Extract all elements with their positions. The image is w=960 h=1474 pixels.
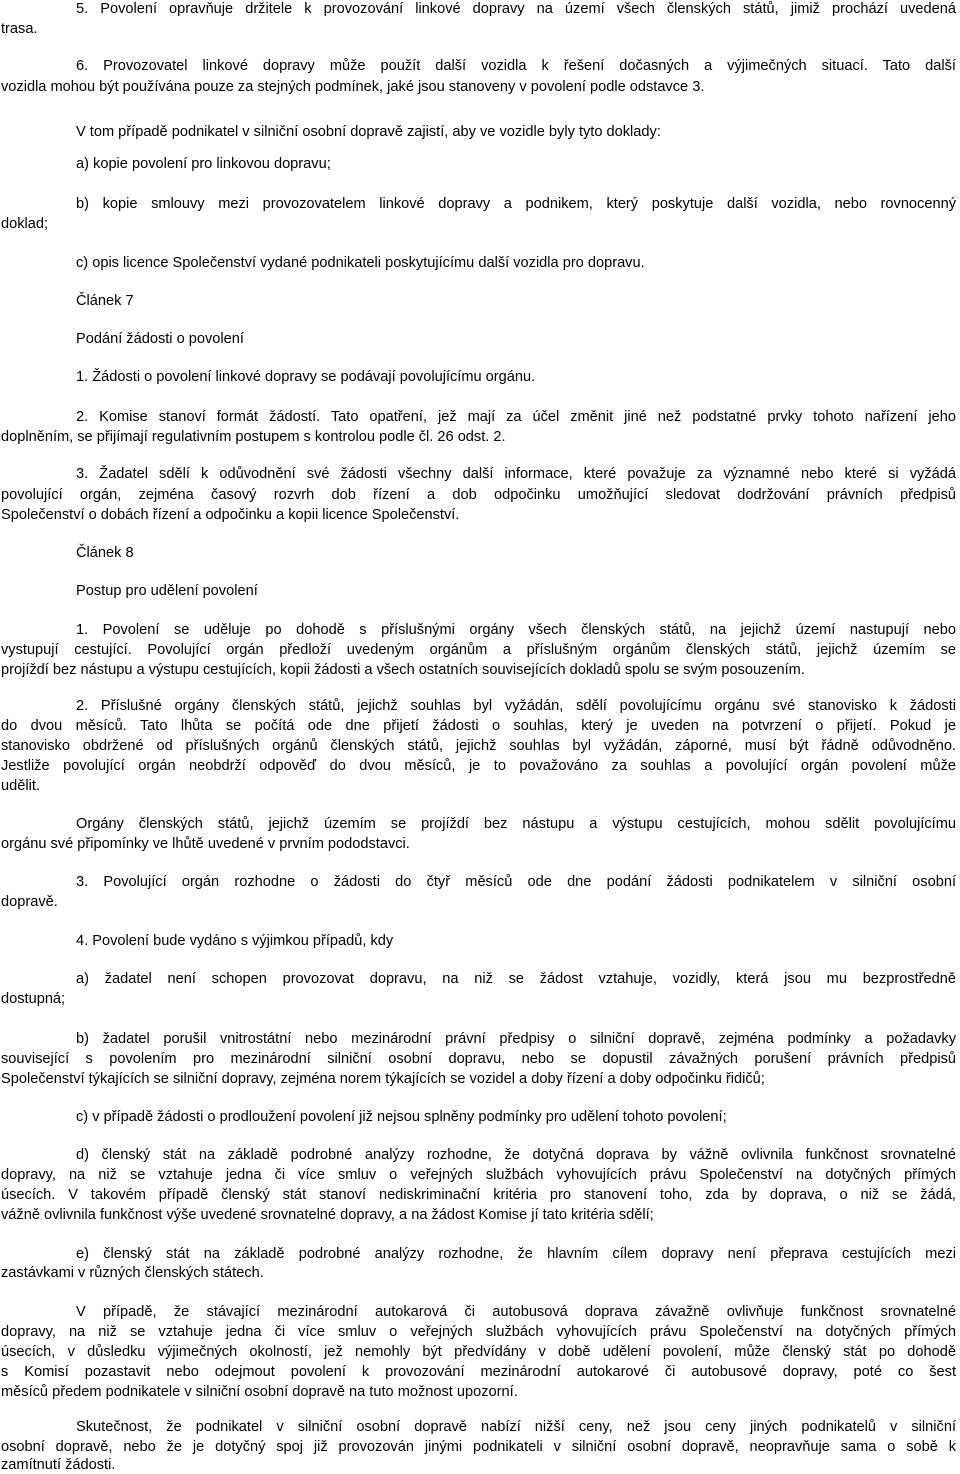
text-line: 2. Komise stanoví formát žádostí. Tato opatření, jež mají za účel změnit jiné než podstatné prvky tohoto nařízení jeho [76, 409, 956, 425]
text-line: 1. Povolení se uděluje po dohodě s příslušnými orgány všech členských států, na jejichž území nastupují nebo [76, 622, 956, 638]
text-line: a) kopie povolení pro linkovou dopravu; [76, 156, 331, 172]
text-line: a) žadatel není schopen provozovat dopravu, na niž se žádost vztahuje, vozidly, která jsou mu bezprostředně [76, 971, 956, 987]
text-line: dopravy, na niž se vztahuje jedna či více smluv o veřejných službách vyhovujících právu Společenství na dotyčných přímých [1, 1324, 956, 1340]
text-line: úsecích. V takovém případě členský stát stanoví nediskriminační kritéria pro stanovení toho, zda by doprava, o niž se žádá, [1, 1187, 956, 1203]
text-line: 1. Žádosti o povolení linkové dopravy se podávají povolujícímu orgánu. [76, 369, 536, 385]
text-line: 3. Žadatel sdělí k odůvodnění své žádosti všechny další informace, které považuje za významné nebo které si vyžádá [76, 466, 956, 482]
text-line: d) členský stát na základě podrobné analýzy rozhodne, že dotyčná doprava by vážně ovlivnila funkčnost srovnatelné [76, 1147, 956, 1163]
text-line: do dvou měsíců. Tato lhůta se počítá ode dne přijetí žádosti o souhlas, který je uveden na potvrzení o přijetí. Pokud je [1, 718, 956, 734]
text-line: trasa. [1, 21, 38, 37]
article-heading: Článek 8 [76, 545, 134, 561]
text-line: Jestliže povolující orgán neobdrží odpověď do dvou měsíců, je to považováno za souhlas a povolující orgán povolení může [1, 758, 956, 774]
text-line: c) opis licence Společenství vydané podnikateli poskytujícímu další vozidla pro dopravu. [76, 255, 645, 271]
article-heading: Článek 7 [76, 293, 134, 309]
text-line: udělit. [1, 778, 40, 794]
text-line: související s povolením pro mezinárodní silniční osobní dopravu, nebo se dopustil závažných porušení právních předpisů [1, 1051, 956, 1067]
text-line: Společenství týkajících se silniční dopravy, zejména norem týkajících se vozidel a doby řízení a doby odpočinku řidičů; [1, 1071, 765, 1087]
text-line: povolující orgán, zejména časový rozvrh dob řízení a dob odpočinku umožňující sledovat dodržování právních předpisů [1, 487, 956, 503]
text-line: zamítnutí žádosti. [1, 1457, 116, 1473]
text-line: e) členský stát na základě podrobné analýzy rozhodne, že hlavním cílem dopravy není přeprava cestujících mezi [76, 1246, 956, 1262]
text-line: V tom případě podnikatel v silniční osobní dopravě zajistí, aby ve vozidle byly tyto doklady: [76, 124, 661, 140]
text-line: vozidla mohou být používána pouze za stejných podmínek, jaké jsou stanoveny v povolení podle odstavce 3. [1, 79, 705, 95]
text-line: doklad; [1, 216, 49, 232]
text-line: vystupují cestující. Povolující orgán předloží uvedeným orgánům a příslušným orgánům členských států, jejichž územím se [1, 642, 956, 658]
text-line: dopravy, na niž se vztahuje jedna či více smluv o veřejných službách vyhovujících právu Společenství na dotyčných přímých [1, 1167, 956, 1183]
text-line: stanovisko obdržené od příslušných orgánů členských států, jejichž souhlas byl vyžádán, záporné, musí být řádně odůvodněno. [1, 738, 956, 754]
text-line: projíždí bez nástupu a výstupu cestujících, kopii žádosti a všech ostatních souvisejících dokladů spolu se svým posouzením. [1, 662, 805, 678]
article-title: Podání žádosti o povolení [76, 331, 244, 347]
text-line: 4. Povolení bude vydáno s výjimkou případů, kdy [76, 933, 394, 949]
text-line: Skutečnost, že podnikatel v silniční osobní dopravě nabízí nižší ceny, než jsou ceny jiných podnikatelů v silniční [76, 1419, 956, 1435]
text-line: orgánu své připomínky ve lhůtě uvedené v prvním pododstavci. [1, 836, 410, 852]
text-line: b) kopie smlouvy mezi provozovatelem linkové dopravy a podnikem, který poskytuje další vozidla, nebo rovnocenný [76, 196, 956, 212]
text-line: 2. Příslušné orgány členských států, jejichž souhlas byl vyžádán, sdělí povolujícímu orgánu své stanovisko k žádosti [76, 698, 956, 714]
text-line: zastávkami v různých členských státech. [1, 1265, 264, 1281]
article-title: Postup pro udělení povolení [76, 583, 258, 599]
text-line: doplněním, se přijímají regulativním postupem s kontrolou podle čl. 26 odst. 2. [1, 429, 506, 445]
text-line: s Komisí pozastavit nebo odejmout povolení k provozování mezinárodní autokarové či autobusové dopravy, poté co šest [1, 1364, 956, 1380]
text-line: Společenství o dobách řízení a odpočinku a kopii licence Společenství. [1, 507, 460, 523]
text-line: 5. Povolení opravňuje držitele k provozování linkové dopravy na území všech členských států, jimiž prochází uvedená [76, 1, 956, 17]
text-line: c) v případě žádosti o prodloužení povolení již nejsou splněny podmínky pro udělení tohoto povolení; [76, 1109, 727, 1125]
text-line: vážně ovlivnila funkčnost výše uvedené srovnatelné dopravy, a na žádost Komise jí tato kritéria sdělí; [1, 1207, 654, 1223]
text-line: dostupná; [1, 991, 66, 1007]
text-line: Orgány členských států, jejichž územím se projíždí bez nástupu a výstupu cestujících, mohou sdělit povolujícímu [76, 816, 956, 832]
text-line: měsíců předem podnikatele v silniční osobní dopravě na tuto možnost upozorní. [1, 1384, 518, 1400]
text-line: 6. Provozovatel linkové dopravy může použít další vozidla k řešení dočasných a výjimečných situací. Tato další [76, 58, 956, 74]
text-line: 3. Povolující orgán rozhodne o žádosti do čtyř měsíců ode dne podání žádosti podnikatelem v silniční osobní [76, 874, 956, 890]
text-line: V případě, že stávající mezinárodní autokarová či autobusová doprava závažně ovlivňuje funkčnost srovnatelné [76, 1304, 956, 1320]
text-line: osobní dopravě, nebo že je dotyčný spoj již provozován jinými podnikateli v silniční osobní dopravě, neopravňuje sama o sobě k [1, 1439, 956, 1455]
text-line: b) žadatel porušil vnitrostátní nebo mezinárodní právní předpisy o silniční dopravě, zejména podmínky a požadavky [76, 1031, 956, 1047]
text-line: dopravě. [1, 894, 58, 910]
text-line: úsecích, v důsledku výjimečných okolností, jež nemohly být předvídány v době udělení povolení, může členský stát po dohodě [1, 1344, 956, 1360]
